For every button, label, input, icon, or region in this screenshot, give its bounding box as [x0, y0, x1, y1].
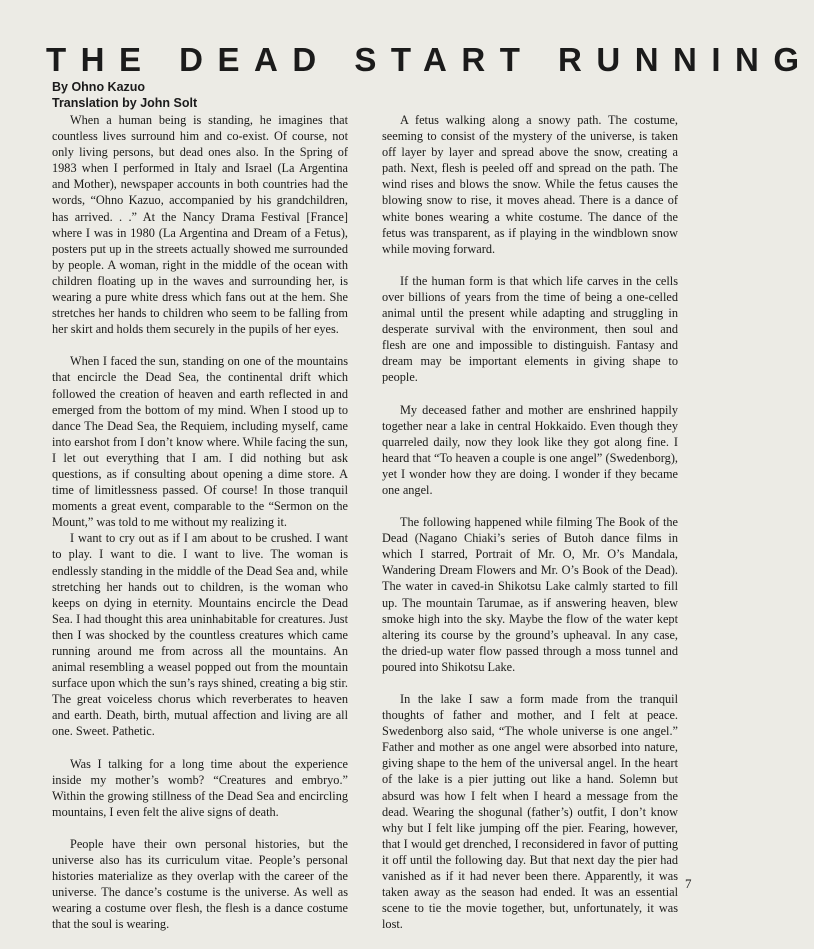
article-title: THE DEAD START RUNNING	[46, 41, 814, 78]
byline-author: By Ohno Kazuo	[52, 80, 146, 94]
paragraph: In the lake I saw a form made from the tranquil thoughts of father and mother, and I felt at peace. Swedenborg also said, “The whole universe is one angel.” Father and mother as one angel were absorbed into nature, giving shape to the hem of the universal angel. In the heart of the lake is a pier jutting out like a hand. Solemn but absurd was how I felt when I heard a message from the dead. Wearing the shogunal (father’s) outfit, I don’t know why but I felt like jumping off the pier. Fearing, however, that I would get drenched, I reconsidered in favor of putting it off until the following day. But that next day the pier had vanished as if it had never been there. Apparently, it was taken away as the season had ended. It was an essential scene to tie the movie together, but, unfortunately, it was lost.	[382, 692, 678, 932]
paragraph: My deceased father and mother are enshrined happily together near a lake in central Hokkaido. Even though they quarreled daily, now they look like they got along fine. I heard that “To heaven a couple is one angel” (Swedenborg), yet I wonder how they are doing. I wonder if they became one angel.	[382, 402, 678, 497]
paragraph: The following happened while filming The Book of the Dead (Nagano Chiaki’s series of Butoh dance films in which I starred, Portrait of Mr. O, Mr. O’s Mandala, Wandering Dream Flowers and Mr. O’s Book of the Dead). The water in caved-in Shikotsu Lake calmly started to fill up. The mountain Tarumae, as if answering heaven, blew smoke high into the sky. Maybe the flow of the water kept altering its course by the ground’s upheaval. In any case, the dried-up water flow passed through a moss tunnel and poured into Shikotsu Lake.	[382, 515, 678, 674]
paragraph: Was I talking for a long time about the experience inside my mother’s womb? “Creatures and embryo.” Within the growing stillness of the Dead Sea and encircling mountains, I even felt the alive signs of death.	[52, 756, 348, 819]
left-column	[52, 112, 348, 949]
paragraph: When I faced the sun, standing on one of the mountains that encircle the Dead Sea, the continental drift which followed the creation of heaven and earth reflected in and emerged from the bottom of my mind. When I stood up to dance The Dead Sea, the Requiem, including myself, came into earshot from I don’t know where. While facing the sun, I let out everything that I am. I did nothing but ask questions, as if consulting about opening a dime store. A time of limitlessness passed. Of course! In those tranquil moments a great event, comparable to the “Sermon on the Mount,” was told to me without my realizing it.	[52, 354, 348, 530]
right-column	[382, 112, 678, 948]
paragraph: I want to cry out as if I am about to be crushed. I want to play. I want to die. I want to live. The woman is endlessly standing in the middle of the Dead Sea and, while stretching her hands out to children, is the woman who keeps on dying in eternity. Mountains encircle the Dead Sea. I had thought this area uninhabitable for creatures. Just then I was shocked by the countless creatures which came running around me from across all the mountains. An animal resembling a weasel popped out from the mountain surface upon which the sun’s rays shined, creating a big stir. The great voiceless chorus which reverberates to heaven and earth. Death, birth, mutual affection and living are all one. Sweet. Pathetic.	[52, 531, 348, 739]
paragraph: When a human being is standing, he imagines that countless lives surround him and co-exist. Of course, not only living persons, but dead ones also. In the Spring of 1983 when I performed in Italy and Israel (La Argentina and Mother), newspaper accounts in both countries had the words, “Ohno Kazuo, accompanied by his grandchildren, has arrived. . .” At the Nancy Drama Festival [France] where I was in 1980 (La Argentina and Dream of a Fetus), posters put up in the streets actually showed me surrounded by people. A woman, right in the middle of the ocean with children floating up in the waves and surrounding her, is wearing a pure white dress which fans out at the hem. She stretches her hands to children who seem to be falling from her skirt and holds them securely in the pupils of her eyes.	[52, 113, 348, 337]
paragraph: A fetus walking along a snowy path. The costume, seeming to consist of the mystery of the universe, is taken off layer by layer and spread above the snow, creating a path. Next, flesh is peeled off and spread on the path. The wind rises and blows the snow. While the fetus causes the blowing snow to rise, it moves ahead. There is a dance of white bones wearing a white costume. The dance of the fetus was transparent, as if playing in the windblown snow while moving forward.	[382, 113, 678, 256]
paragraph: People have their own personal histories, but the universe also has its curriculum vitae. People’s personal histories materialize as they overlap with the career of the universe. The dance’s costume is the universe. As well as wearing a costume over flesh, the flesh is a dance costume that the soul is wearing.	[52, 836, 348, 932]
paragraph: If the human form is that which life carves in the cells over billions of years from the time of being a one-celled animal until the present while adapting and struggling in desperate survival with the environment, then soul and flesh are one and impossible to distinguish. Fantasy and dream may be important elements in giving shape to people.	[382, 273, 678, 385]
page-number: 7	[685, 876, 692, 891]
byline-translator: Translation by John Solt	[52, 96, 198, 110]
